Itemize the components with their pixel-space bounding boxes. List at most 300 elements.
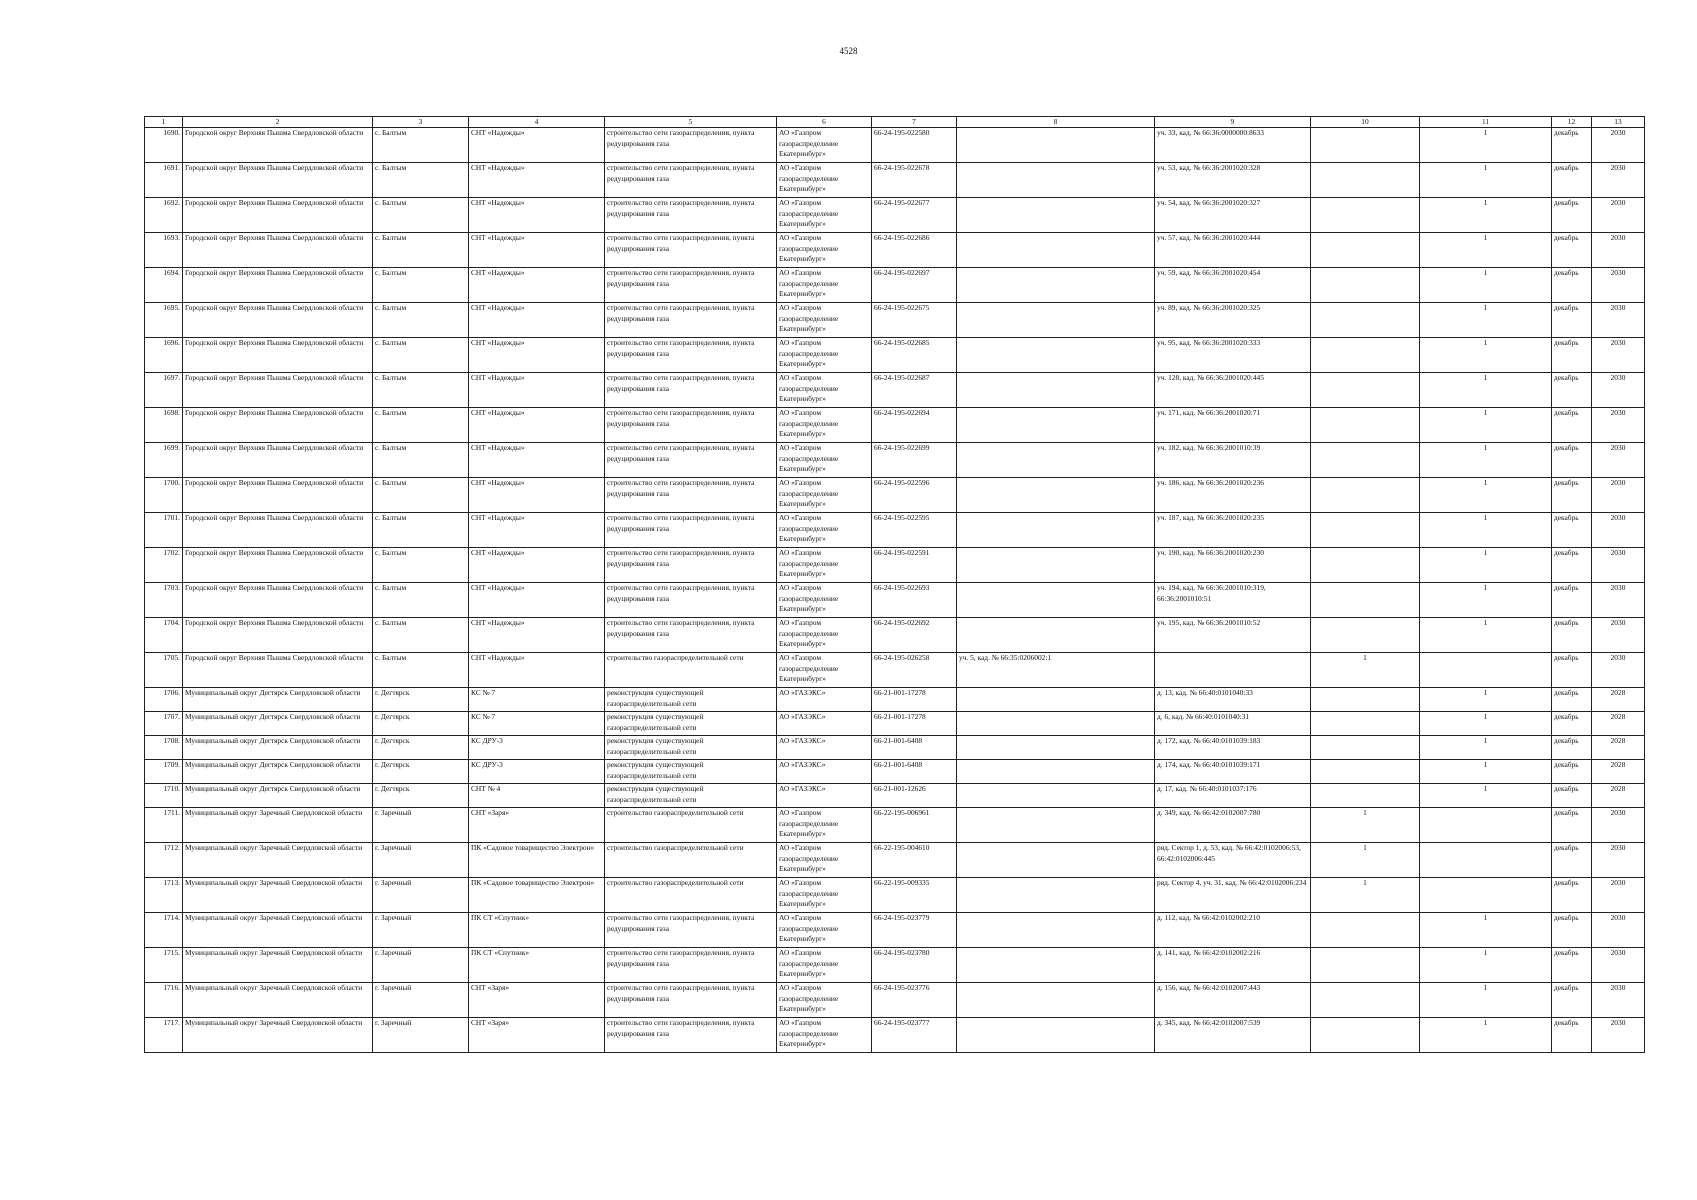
col8-cell (957, 513, 1155, 548)
organization-cell: АО «Газпром газораспределение Екатеринбург» (777, 843, 872, 878)
settlement-cell: с. Балтым (373, 128, 469, 163)
row-number-cell: 1716. (145, 983, 183, 1018)
year-cell: 2030 (1592, 338, 1645, 373)
month-cell: декабрь (1552, 878, 1592, 913)
column-header: 4 (469, 117, 605, 128)
col11-cell: 1 (1420, 478, 1552, 513)
address-cell: д. 17, кад. № 66:40:0101037:176 (1155, 784, 1311, 808)
year-cell: 2030 (1592, 983, 1645, 1018)
col11-cell: 1 (1420, 712, 1552, 736)
row-number-cell: 1700. (145, 478, 183, 513)
year-cell: 2028 (1592, 760, 1645, 784)
month-cell: декабрь (1552, 338, 1592, 373)
col10-cell: 1 (1311, 843, 1420, 878)
request-code-cell: 66-24-195-022595 (872, 513, 957, 548)
col10-cell (1311, 303, 1420, 338)
table-row (145, 268, 1645, 303)
month-cell: декабрь (1552, 513, 1592, 548)
organization-cell: АО «Газпром газораспределение Екатеринбург» (777, 443, 872, 478)
row-number-cell: 1698. (145, 408, 183, 443)
col10-cell (1311, 513, 1420, 548)
district-cell: Городской округ Верхняя Пышма Свердловской области (183, 443, 373, 478)
object-cell: СНТ «Надежды» (469, 373, 605, 408)
col8-cell (957, 808, 1155, 843)
address-cell: д. 112, кад. № 66:42:0102002:210 (1155, 913, 1311, 948)
table-row (145, 303, 1645, 338)
month-cell: декабрь (1552, 1018, 1592, 1053)
district-cell: Городской округ Верхняя Пышма Свердловской области (183, 163, 373, 198)
month-cell: декабрь (1552, 373, 1592, 408)
table-row (145, 712, 1645, 736)
request-code-cell: 66-21-001-17278 (872, 688, 957, 712)
work-type-cell: строительство сети газораспределения, пункта редуцирования газа (605, 268, 777, 303)
month-cell: декабрь (1552, 653, 1592, 688)
address-cell: ряд. Сектор 1, д. 53, кад. № 66:42:0102006:53, 66:42:0102006:445 (1155, 843, 1311, 878)
address-cell: уч. 53, кад. № 66:36:2001020:328 (1155, 163, 1311, 198)
organization-cell: АО «Газпром газораспределение Екатеринбург» (777, 618, 872, 653)
organization-cell: АО «Газпром газораспределение Екатеринбург» (777, 913, 872, 948)
object-cell: СНТ «Надежды» (469, 163, 605, 198)
district-cell: Муниципальный округ Заречный Свердловской области (183, 983, 373, 1018)
address-cell: уч. 194, кад. № 66:36:2001010:319, 66:36:2001010:51 (1155, 583, 1311, 618)
col10-cell (1311, 583, 1420, 618)
settlement-cell: г. Дегтярск (373, 712, 469, 736)
year-cell: 2030 (1592, 303, 1645, 338)
col11-cell (1420, 653, 1552, 688)
settlement-cell: г. Дегтярск (373, 688, 469, 712)
col10-cell (1311, 948, 1420, 983)
work-type-cell: реконструкция существующей газораспределительной сети (605, 760, 777, 784)
district-cell: Муниципальный округ Дегтярск Свердловской области (183, 784, 373, 808)
request-code-cell: 66-22-195-006961 (872, 808, 957, 843)
col8-cell (957, 303, 1155, 338)
work-type-cell: строительство сети газораспределения, пункта редуцирования газа (605, 548, 777, 583)
organization-cell: АО «Газпром газораспределение Екатеринбург» (777, 548, 872, 583)
col10-cell (1311, 233, 1420, 268)
organization-cell: АО «Газпром газораспределение Екатеринбург» (777, 948, 872, 983)
address-cell: уч. 187, кад. № 66:36:2001020:235 (1155, 513, 1311, 548)
district-cell: Городской округ Верхняя Пышма Свердловской области (183, 373, 373, 408)
address-cell: уч. 54, кад. № 66:36:2001020:327 (1155, 198, 1311, 233)
row-number-cell: 1712. (145, 843, 183, 878)
col11-cell: 1 (1420, 736, 1552, 760)
col10-cell: 1 (1311, 808, 1420, 843)
organization-cell: АО «Газпром газораспределение Екатеринбург» (777, 408, 872, 443)
object-cell: СНТ «Надежды» (469, 548, 605, 583)
district-cell: Городской округ Верхняя Пышма Свердловской области (183, 653, 373, 688)
work-type-cell: строительство сети газораспределения, пункта редуцирования газа (605, 163, 777, 198)
settlement-cell: г. Заречный (373, 808, 469, 843)
request-code-cell: 66-24-195-022685 (872, 338, 957, 373)
year-cell: 2028 (1592, 712, 1645, 736)
object-cell: СНТ «Заря» (469, 1018, 605, 1053)
organization-cell: АО «ГАЗЭКС» (777, 760, 872, 784)
request-code-cell: 66-24-195-022677 (872, 198, 957, 233)
district-cell: Городской округ Верхняя Пышма Свердловской области (183, 198, 373, 233)
col11-cell: 1 (1420, 163, 1552, 198)
address-cell: д. 13, кад. № 66:40:0101040:33 (1155, 688, 1311, 712)
work-type-cell: строительство газораспределительной сети (605, 653, 777, 688)
month-cell: декабрь (1552, 198, 1592, 233)
work-type-cell: строительство газораспределительной сети (605, 843, 777, 878)
year-cell: 2030 (1592, 878, 1645, 913)
table-row (145, 736, 1645, 760)
address-cell: уч. 59, кад. № 66:36:2001020:454 (1155, 268, 1311, 303)
col11-cell: 1 (1420, 688, 1552, 712)
organization-cell: АО «Газпром газораспределение Екатеринбург» (777, 303, 872, 338)
work-type-cell: строительство сети газораспределения, пункта редуцирования газа (605, 128, 777, 163)
row-number-cell: 1710. (145, 784, 183, 808)
district-cell: Муниципальный округ Дегтярск Свердловской области (183, 736, 373, 760)
col10-cell (1311, 712, 1420, 736)
month-cell: декабрь (1552, 548, 1592, 583)
column-header: 11 (1420, 117, 1552, 128)
row-number-cell: 1694. (145, 268, 183, 303)
year-cell: 2028 (1592, 688, 1645, 712)
request-code-cell: 66-24-195-022694 (872, 408, 957, 443)
month-cell: декабрь (1552, 128, 1592, 163)
col10-cell (1311, 913, 1420, 948)
work-type-cell: строительство газораспределительной сети (605, 808, 777, 843)
col11-cell (1420, 808, 1552, 843)
col8-cell (957, 268, 1155, 303)
district-cell: Городской округ Верхняя Пышма Свердловской области (183, 548, 373, 583)
month-cell: декабрь (1552, 303, 1592, 338)
year-cell: 2030 (1592, 443, 1645, 478)
col10-cell (1311, 618, 1420, 653)
object-cell: СНТ «Заря» (469, 808, 605, 843)
organization-cell: АО «Газпром газораспределение Екатеринбург» (777, 233, 872, 268)
work-type-cell: строительство сети газораспределения, пункта редуцирования газа (605, 513, 777, 548)
table-row (145, 443, 1645, 478)
column-header: 2 (183, 117, 373, 128)
district-cell: Муниципальный округ Заречный Свердловской области (183, 1018, 373, 1053)
object-cell: ПК «Садовое товарищество Электрон» (469, 878, 605, 913)
object-cell: СНТ «Надежды» (469, 303, 605, 338)
organization-cell: АО «ГАЗЭКС» (777, 784, 872, 808)
work-type-cell: строительство сети газораспределения, пункта редуцирования газа (605, 983, 777, 1018)
work-type-cell: строительство сети газораспределения, пункта редуцирования газа (605, 373, 777, 408)
settlement-cell: с. Балтым (373, 268, 469, 303)
address-cell: уч. 57, кад. № 66:36:2001020:444 (1155, 233, 1311, 268)
settlement-cell: с. Балтым (373, 338, 469, 373)
table-row (145, 784, 1645, 808)
year-cell: 2030 (1592, 198, 1645, 233)
row-number-cell: 1714. (145, 913, 183, 948)
col8-cell (957, 443, 1155, 478)
object-cell: ПК СТ «Спутник» (469, 913, 605, 948)
header-row (145, 117, 1645, 128)
col8-cell (957, 843, 1155, 878)
district-cell: Муниципальный округ Заречный Свердловской области (183, 948, 373, 983)
address-cell: д. 349, кад. № 66:42:0102007:780 (1155, 808, 1311, 843)
settlement-cell: с. Балтым (373, 303, 469, 338)
settlement-cell: с. Балтым (373, 618, 469, 653)
object-cell: СНТ «Надежды» (469, 408, 605, 443)
table-row (145, 913, 1645, 948)
col11-cell: 1 (1420, 1018, 1552, 1053)
month-cell: декабрь (1552, 712, 1592, 736)
col8-cell (957, 338, 1155, 373)
object-cell: КС ДРУ-3 (469, 736, 605, 760)
organization-cell: АО «ГАЗЭКС» (777, 688, 872, 712)
month-cell: декабрь (1552, 784, 1592, 808)
row-number-cell: 1699. (145, 443, 183, 478)
work-type-cell: реконструкция существующей газораспределительной сети (605, 784, 777, 808)
settlement-cell: г. Заречный (373, 878, 469, 913)
request-code-cell: 66-24-195-023779 (872, 913, 957, 948)
organization-cell: АО «ГАЗЭКС» (777, 712, 872, 736)
organization-cell: АО «Газпром газораспределение Екатеринбург» (777, 878, 872, 913)
table-body (145, 128, 1645, 1053)
settlement-cell: г. Заречный (373, 948, 469, 983)
month-cell: декабрь (1552, 233, 1592, 268)
object-cell: СНТ «Надежды» (469, 198, 605, 233)
col8-cell (957, 878, 1155, 913)
row-number-cell: 1709. (145, 760, 183, 784)
month-cell: декабрь (1552, 618, 1592, 653)
object-cell: СНТ «Надежды» (469, 443, 605, 478)
column-header: 10 (1311, 117, 1420, 128)
table-row (145, 760, 1645, 784)
col11-cell: 1 (1420, 983, 1552, 1018)
request-code-cell: 66-24-195-022692 (872, 618, 957, 653)
col11-cell: 1 (1420, 338, 1552, 373)
object-cell: СНТ «Надежды» (469, 513, 605, 548)
col10-cell (1311, 784, 1420, 808)
row-number-cell: 1706. (145, 688, 183, 712)
address-cell: уч. 186, кад. № 66:36:2001020:236 (1155, 478, 1311, 513)
district-cell: Городской округ Верхняя Пышма Свердловской области (183, 408, 373, 443)
request-code-cell: 66-21-001-12626 (872, 784, 957, 808)
work-type-cell: строительство сети газораспределения, пункта редуцирования газа (605, 233, 777, 268)
table-row (145, 1018, 1645, 1053)
year-cell: 2030 (1592, 478, 1645, 513)
year-cell: 2030 (1592, 373, 1645, 408)
row-number-cell: 1690. (145, 128, 183, 163)
address-cell: уч. 182, кад. № 66:36:2001010:39 (1155, 443, 1311, 478)
request-code-cell: 66-24-195-022687 (872, 373, 957, 408)
settlement-cell: г. Заречный (373, 843, 469, 878)
work-type-cell: строительство сети газораспределения, пункта редуцирования газа (605, 443, 777, 478)
settlement-cell: с. Балтым (373, 478, 469, 513)
table-row (145, 843, 1645, 878)
address-cell: уч. 89, кад. № 66:36:2001020:325 (1155, 303, 1311, 338)
col10-cell (1311, 736, 1420, 760)
row-number-cell: 1691. (145, 163, 183, 198)
col11-cell: 1 (1420, 583, 1552, 618)
table-row (145, 233, 1645, 268)
organization-cell: АО «Газпром газораспределение Екатеринбург» (777, 373, 872, 408)
table-row (145, 983, 1645, 1018)
row-number-cell: 1715. (145, 948, 183, 983)
address-cell: уч. 95, кад. № 66:36:2001020:333 (1155, 338, 1311, 373)
table-row (145, 688, 1645, 712)
col11-cell: 1 (1420, 408, 1552, 443)
request-code-cell: 66-24-195-022697 (872, 268, 957, 303)
work-type-cell: реконструкция существующей газораспределительной сети (605, 736, 777, 760)
request-code-cell: 66-24-195-022686 (872, 233, 957, 268)
table-row (145, 338, 1645, 373)
request-code-cell: 66-24-195-023777 (872, 1018, 957, 1053)
address-cell (1155, 653, 1311, 688)
col10-cell (1311, 443, 1420, 478)
table-row (145, 583, 1645, 618)
row-number-cell: 1702. (145, 548, 183, 583)
district-cell: Городской округ Верхняя Пышма Свердловской области (183, 618, 373, 653)
col8-cell (957, 373, 1155, 408)
district-cell: Городской округ Верхняя Пышма Свердловской области (183, 233, 373, 268)
month-cell: декабрь (1552, 736, 1592, 760)
work-type-cell: реконструкция существующей газораспределительной сети (605, 688, 777, 712)
year-cell: 2030 (1592, 843, 1645, 878)
address-cell: уч. 128, кад. № 66:36:2001020:445 (1155, 373, 1311, 408)
year-cell: 2030 (1592, 948, 1645, 983)
request-code-cell: 66-24-195-022693 (872, 583, 957, 618)
col8-cell (957, 983, 1155, 1018)
col8-cell: уч. 5, кад. № 66:35:0206002:1 (957, 653, 1155, 688)
district-cell: Муниципальный округ Дегтярск Свердловской области (183, 712, 373, 736)
col11-cell (1420, 878, 1552, 913)
district-cell: Городской округ Верхняя Пышма Свердловской области (183, 513, 373, 548)
column-header: 1 (145, 117, 183, 128)
col8-cell (957, 1018, 1155, 1053)
col10-cell (1311, 1018, 1420, 1053)
object-cell: КС ДРУ-3 (469, 760, 605, 784)
address-cell: д. 174, кад. № 66:40:0101039:171 (1155, 760, 1311, 784)
col8-cell (957, 408, 1155, 443)
district-cell: Муниципальный округ Дегтярск Свердловской области (183, 688, 373, 712)
table-row (145, 548, 1645, 583)
settlement-cell: с. Балтым (373, 373, 469, 408)
request-code-cell: 66-24-195-026258 (872, 653, 957, 688)
year-cell: 2030 (1592, 268, 1645, 303)
table-row (145, 878, 1645, 913)
district-cell: Муниципальный округ Заречный Свердловской области (183, 843, 373, 878)
col11-cell: 1 (1420, 760, 1552, 784)
table-row (145, 513, 1645, 548)
col8-cell (957, 913, 1155, 948)
table-row (145, 478, 1645, 513)
column-header: 5 (605, 117, 777, 128)
month-cell: декабрь (1552, 983, 1592, 1018)
work-type-cell: строительство сети газораспределения, пункта редуцирования газа (605, 618, 777, 653)
settlement-cell: г. Дегтярск (373, 736, 469, 760)
table-row (145, 408, 1645, 443)
month-cell: декабрь (1552, 843, 1592, 878)
col8-cell (957, 712, 1155, 736)
col10-cell (1311, 198, 1420, 233)
address-cell: уч. 195, кад. № 66:36:2001010:52 (1155, 618, 1311, 653)
organization-cell: АО «Газпром газораспределение Екатеринбург» (777, 513, 872, 548)
district-cell: Муниципальный округ Заречный Свердловской области (183, 878, 373, 913)
year-cell: 2030 (1592, 233, 1645, 268)
settlement-cell: с. Балтым (373, 443, 469, 478)
organization-cell: АО «Газпром газораспределение Екатеринбург» (777, 808, 872, 843)
table-row (145, 653, 1645, 688)
col8-cell (957, 163, 1155, 198)
settlement-cell: с. Балтым (373, 163, 469, 198)
month-cell: декабрь (1552, 688, 1592, 712)
col8-cell (957, 233, 1155, 268)
col11-cell: 1 (1420, 198, 1552, 233)
settlement-cell: с. Балтым (373, 653, 469, 688)
year-cell: 2030 (1592, 548, 1645, 583)
month-cell: декабрь (1552, 443, 1592, 478)
address-cell: д. 172, кад. № 66:40:0101039:183 (1155, 736, 1311, 760)
settlement-cell: с. Балтым (373, 583, 469, 618)
month-cell: декабрь (1552, 808, 1592, 843)
district-cell: Городской округ Верхняя Пышма Свердловской области (183, 128, 373, 163)
col11-cell: 1 (1420, 303, 1552, 338)
object-cell: СНТ «Надежды» (469, 653, 605, 688)
col10-cell: 1 (1311, 878, 1420, 913)
settlement-cell: г. Заречный (373, 983, 469, 1018)
column-header: 8 (957, 117, 1155, 128)
col8-cell (957, 948, 1155, 983)
request-code-cell: 66-24-195-022699 (872, 443, 957, 478)
col11-cell: 1 (1420, 618, 1552, 653)
row-number-cell: 1695. (145, 303, 183, 338)
work-type-cell: строительство сети газораспределения, пункта редуцирования газа (605, 1018, 777, 1053)
address-cell: д. 345, кад. № 66:42:0102007:539 (1155, 1018, 1311, 1053)
district-cell: Городской округ Верхняя Пышма Свердловской области (183, 338, 373, 373)
settlement-cell: с. Балтым (373, 408, 469, 443)
request-code-cell: 66-24-195-022596 (872, 478, 957, 513)
year-cell: 2030 (1592, 163, 1645, 198)
row-number-cell: 1693. (145, 233, 183, 268)
row-number-cell: 1703. (145, 583, 183, 618)
col8-cell (957, 784, 1155, 808)
year-cell: 2030 (1592, 583, 1645, 618)
work-type-cell: реконструкция существующей газораспределительной сети (605, 712, 777, 736)
col10-cell (1311, 373, 1420, 408)
row-number-cell: 1701. (145, 513, 183, 548)
row-number-cell: 1704. (145, 618, 183, 653)
work-type-cell: строительство сети газораспределения, пункта редуцирования газа (605, 408, 777, 443)
column-header: 7 (872, 117, 957, 128)
organization-cell: АО «Газпром газораспределение Екатеринбург» (777, 198, 872, 233)
work-type-cell: строительство сети газораспределения, пункта редуцирования газа (605, 303, 777, 338)
row-number-cell: 1711. (145, 808, 183, 843)
organization-cell: АО «Газпром газораспределение Екатеринбург» (777, 338, 872, 373)
request-code-cell: 66-24-195-022678 (872, 163, 957, 198)
month-cell: декабрь (1552, 408, 1592, 443)
year-cell: 2030 (1592, 513, 1645, 548)
work-type-cell: строительство газораспределительной сети (605, 878, 777, 913)
object-cell: СНТ «Надежды» (469, 583, 605, 618)
address-cell: д. 6, кад. № 66:40:0101040:31 (1155, 712, 1311, 736)
district-cell: Городской округ Верхняя Пышма Свердловской области (183, 583, 373, 618)
row-number-cell: 1697. (145, 373, 183, 408)
month-cell: декабрь (1552, 913, 1592, 948)
object-cell: СНТ «Надежды» (469, 268, 605, 303)
col10-cell (1311, 408, 1420, 443)
work-type-cell: строительство сети газораспределения, пункта редуцирования газа (605, 338, 777, 373)
col11-cell: 1 (1420, 268, 1552, 303)
col8-cell (957, 688, 1155, 712)
work-type-cell: строительство сети газораспределения, пункта редуцирования газа (605, 948, 777, 983)
column-header: 9 (1155, 117, 1311, 128)
year-cell: 2030 (1592, 1018, 1645, 1053)
object-cell: СНТ «Надежды» (469, 478, 605, 513)
object-cell: СНТ «Надежды» (469, 128, 605, 163)
column-header: 6 (777, 117, 872, 128)
col8-cell (957, 583, 1155, 618)
object-cell: СНТ № 4 (469, 784, 605, 808)
organization-cell: АО «Газпром газораспределение Екатеринбург» (777, 1018, 872, 1053)
year-cell: 2030 (1592, 653, 1645, 688)
